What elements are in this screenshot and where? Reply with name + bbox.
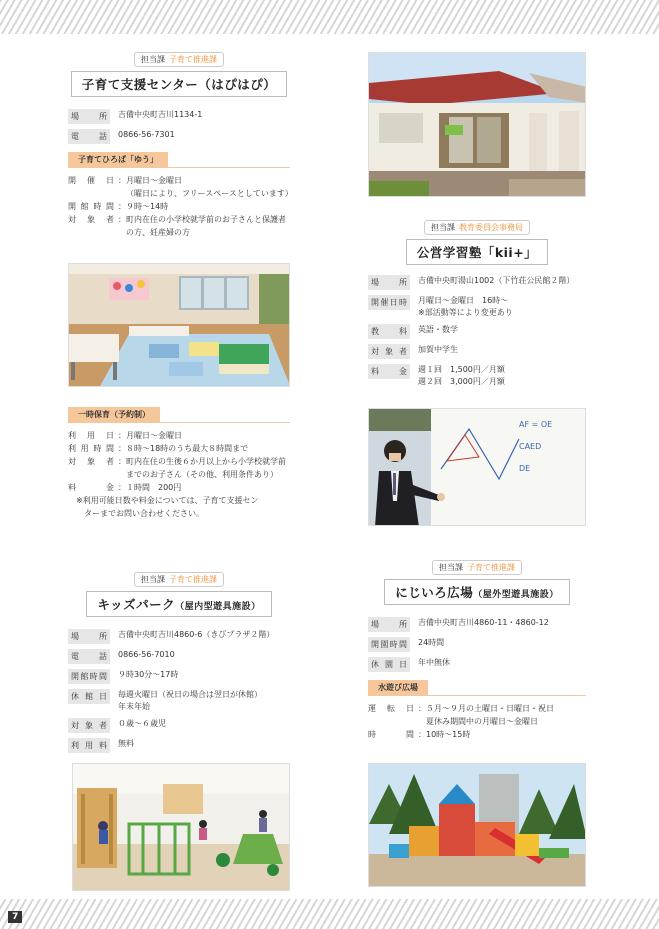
info-label: 開館時間: [68, 669, 110, 684]
section-title: 子育て支援センター（はぴはぴ）: [71, 71, 288, 97]
dept-name: 子育て推進課: [169, 55, 217, 64]
row-label: 開館時間: [68, 202, 114, 211]
row-value: の方、妊産婦の方: [126, 228, 190, 237]
row-value: ：１時間 200円: [118, 483, 182, 492]
row-value: ：月曜日～金曜日: [118, 176, 182, 185]
section-support-center: [68, 52, 293, 239]
dept-badge: [432, 560, 522, 575]
info-row-place: [68, 109, 290, 124]
info-row-schedule: [368, 295, 586, 319]
title-sub: （屋外型遊具施設）: [473, 590, 559, 600]
row-value: ：５月～９月の土曜日・日曜日・祝日: [418, 704, 554, 713]
info-value: 毎週火曜日（祝日の場合は翌日が休館）: [118, 690, 262, 699]
section-kii-juku: [368, 220, 586, 393]
info-row-place: [368, 617, 586, 632]
row-label: 対象者: [68, 215, 114, 224]
info-row-closed: [368, 657, 586, 672]
info-row-phone: [68, 649, 290, 664]
info-row-fee: [68, 738, 290, 753]
row-label: 利用日: [68, 431, 114, 440]
sub-heading-hiroba: 子育てひろば「ゆう」: [68, 152, 168, 167]
info-value: ９時30分～17時: [118, 670, 179, 679]
indoor-playground-photo: [72, 763, 290, 891]
top-stripe-band: [0, 0, 659, 34]
info-label: 利用料: [68, 738, 110, 753]
row-value: 夏休み期間中の月曜日～金曜日: [426, 717, 538, 726]
dept-badge: [134, 52, 224, 67]
section-kids-park: [68, 572, 290, 758]
info-row-hours: [68, 669, 290, 684]
info-row-hours: [368, 637, 586, 652]
info-label: 場所: [68, 109, 110, 124]
sub-heading-mizu: 水遊び広場: [368, 680, 428, 695]
info-value: ０歳～６歳児: [118, 719, 166, 728]
info-value: 吉備中央町湯山1002（下竹荘公民館２階）: [418, 276, 575, 285]
title-main: にじいろ広場: [395, 585, 474, 600]
info-label: 開催日時: [368, 295, 410, 310]
info-value: 0866-56-7010: [118, 650, 175, 659]
dept-label: 担当課: [141, 55, 165, 64]
svg-text:CAED: CAED: [519, 442, 542, 451]
row-label: 対象者: [68, 457, 114, 466]
row-label: 運転日: [368, 704, 414, 713]
section-title: [86, 591, 271, 617]
info-label: 対象者: [368, 344, 410, 359]
info-value: 吉備中央町吉川4860-11・4860-12: [418, 618, 549, 627]
info-label: 場所: [68, 629, 110, 644]
note-line: ※利用可能日数や料金については、子育て支援セン: [76, 496, 259, 505]
page-number: 7: [8, 911, 22, 923]
title-sub: （屋内型遊具施設）: [175, 602, 261, 612]
dept-badge: [134, 572, 224, 587]
info-label: 電話: [68, 129, 110, 144]
info-label: 電話: [68, 649, 110, 664]
outdoor-playground-photo: [368, 763, 586, 887]
row-label: 料金: [68, 483, 114, 492]
note: [68, 494, 290, 520]
dept-label: 担当課: [439, 563, 463, 572]
info-label: 料金: [368, 364, 410, 379]
row-label: 利用時間: [68, 444, 114, 453]
dept-name: 教育委員会事務局: [459, 223, 523, 232]
info-value: 年末年始: [118, 702, 150, 711]
row-value: までのお子さん（その他、利用条件あり）: [126, 470, 278, 479]
info-row-target: [368, 344, 586, 359]
note-line: ターまでお問い合わせください。: [84, 509, 204, 518]
info-value: 0866-56-7301: [118, 130, 175, 139]
dept-name: 子育て推進課: [169, 575, 217, 584]
section-nijiiro-hiroba: [368, 560, 586, 741]
row-value: ：町内在住の生後６か月以上から小学校就学前: [118, 457, 286, 466]
info-label: 場所: [368, 275, 410, 290]
info-label: 休園日: [368, 657, 410, 672]
info-row-fee: [368, 364, 586, 388]
row-value: ：８時～18時のうち最大８時間まで: [118, 444, 249, 453]
building-photo: [368, 52, 586, 197]
section-temp-childcare: [68, 407, 290, 520]
teacher-photo: [368, 408, 586, 526]
info-label: 開園時間: [368, 637, 410, 652]
info-value: 英語・数学: [418, 325, 458, 334]
info-value: 週２回 3,000円／月額: [418, 377, 505, 386]
info-row-phone: [68, 129, 290, 144]
info-value: 吉備中央町吉川1134-1: [118, 110, 203, 119]
info-row-place: [68, 629, 290, 644]
info-value: 加賀中学生: [418, 345, 458, 354]
info-row-target: [68, 718, 290, 733]
info-value: 吉備中央町吉川4860-6（きびプラザ２階）: [118, 630, 275, 639]
info-value: 年中無休: [418, 658, 450, 667]
info-label: 教科: [368, 324, 410, 339]
dept-label: 担当課: [431, 223, 455, 232]
info-value: 無料: [118, 739, 134, 748]
row-value: ：月曜日～金曜日: [118, 431, 182, 440]
info-value: 月曜日～金曜日 16時～: [418, 296, 509, 305]
row-value: ：町内在住の小学校就学前のお子さんと保護者: [118, 215, 286, 224]
title-main: キッズパーク: [97, 597, 176, 612]
row-label: 時間: [368, 730, 414, 739]
section-title: 公営学習塾「kii+」: [406, 239, 548, 265]
info-value: ※部活動等により変更あり: [418, 308, 513, 317]
row-value: ：９時～14時: [118, 202, 169, 211]
info-row-place: [368, 275, 586, 290]
info-value: 週１回 1,500円／月額: [418, 365, 505, 374]
dept-badge: [424, 220, 530, 235]
dept-name: 子育て推進課: [467, 563, 515, 572]
info-value: 24時間: [418, 638, 445, 647]
playroom-photo: [68, 263, 290, 387]
row-label: 開催日: [68, 176, 114, 185]
svg-text:DE: DE: [519, 464, 531, 473]
info-row-closed: [68, 689, 290, 713]
bottom-stripe-band: [0, 899, 659, 929]
info-label: 対象者: [68, 718, 110, 733]
section-title: [384, 579, 570, 605]
dept-label: 担当課: [141, 575, 165, 584]
row-value: （曜日により、フリースペースとしています）: [126, 189, 293, 198]
svg-text:AF = OE: AF = OE: [519, 420, 553, 429]
info-label: 休館日: [68, 689, 110, 704]
row-value: ：10時～15時: [418, 730, 471, 739]
sub-heading-ichiji: 一時保育（予約制）: [68, 407, 160, 422]
info-row-subject: [368, 324, 586, 339]
info-label: 場所: [368, 617, 410, 632]
